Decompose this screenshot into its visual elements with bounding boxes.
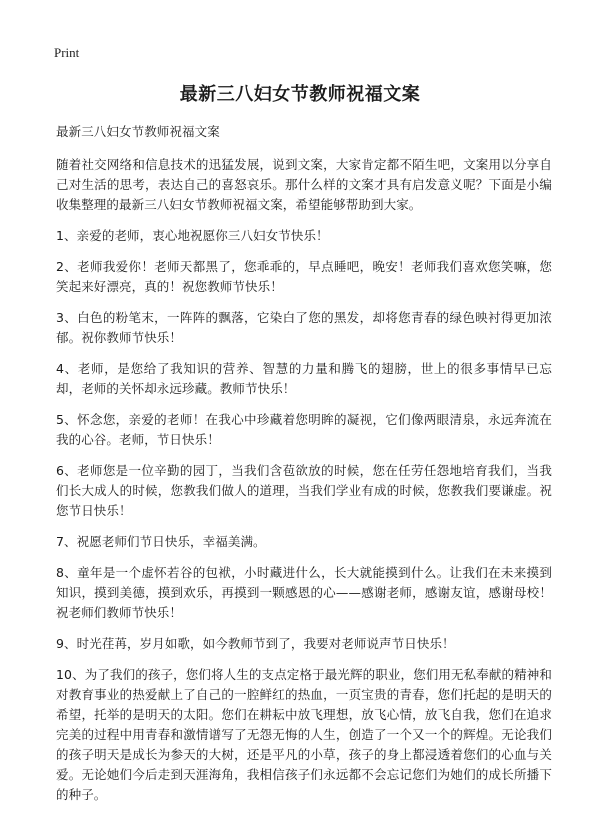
wish-item-9: 9、时光荏苒，岁月如歌，如今教师节到了，我要对老师说声节日快乐！ [56,636,455,651]
wish-item-7: 7、祝愿老师们节日快乐，幸福美满。 [56,534,266,549]
wish-item-10: 10、为了我们的孩子，您们将人生的支点定格于最光辉的职业，您们用无私奉献的精神和对教育事业的热爱献上了自己的一腔鲜红的热血，一页宝贵的青春，您们托起的是明天的希望，托举的是明天的太阳。您们在耕耘中放飞理想，放飞心情，放飞自我，您们在追求完美的过程中用青春和激情谱写了无怨无悔的人生，创造了一个又一个的辉煌。无论我们的孩子明天是成长为参天的大树，还是平凡的小草，孩子的身上都浸透着您们的心血与关爱。无论她们今后走到天涯海角，我相信孩子们永远都不会忘记您们为她们的成长所播下的种子。 [56,667,552,802]
wish-item-5: 5、怀念您，亲爱的老师！在我心中珍藏着您明眸的凝视，它们像两眼清泉，永远奔流在我的心谷。老师，节日快乐！ [56,412,552,447]
intro-paragraph: 随着社交网络和信息技术的迅猛发展，说到文案，大家肯定都不陌生吧，文案用以分享自己对生活的思考，表达自己的喜怒哀乐。那什么样的文案才具有启发意义呢？下面是小编收集整理的最新三八妇女节教师祝福文案，希望能够帮助到大家。 [56,157,552,212]
wish-item-4: 4、老师，是您给了我知识的营养、智慧的力量和腾飞的翅膀，世上的很多事情早已忘却，老师的关怀却永远珍藏。教师节快乐！ [56,361,552,396]
page-title: 最新三八妇女节教师祝福文案 [179,84,421,105]
print-link[interactable]: Print [54,45,80,60]
wish-item-1: 1、亲爱的老师，衷心地祝愿你三八妇女节快乐！ [56,228,329,243]
wish-item-6: 6、老师您是一位辛勤的园丁，当我们含苞欲放的时候，您在任劳任怨地培育我们，当我们长大成人的时候，您教我们做人的道理，当我们学业有成的时候，您教我们要谦虚。祝您节日快乐！ [56,463,552,518]
wish-item-8: 8、童年是一个虚怀若谷的包袱，小时藏进什么，长大就能摸到什么。让我们在未来摸到知识，摸到美德，摸到欢乐，再摸到一颗感恩的心——感谢老师，感谢友谊，感谢母校！祝老师们教师节快乐！ [56,565,552,620]
article-subtitle: 最新三八妇女节教师祝福文案 [56,124,220,139]
wish-item-2: 2、老师我爱你！老师天都黑了，您乖乖的，早点睡吧，晚安！老师我们喜欢您笑嘛，您笑起来好漂亮，真的！祝您教师节快乐！ [56,259,552,294]
wish-item-3: 3、白色的粉笔末，一阵阵的飘落，它染白了您的黑发，却将您青春的绿色映衬得更加浓郁。祝你教师节快乐！ [56,310,552,345]
article-body [56,122,552,816]
